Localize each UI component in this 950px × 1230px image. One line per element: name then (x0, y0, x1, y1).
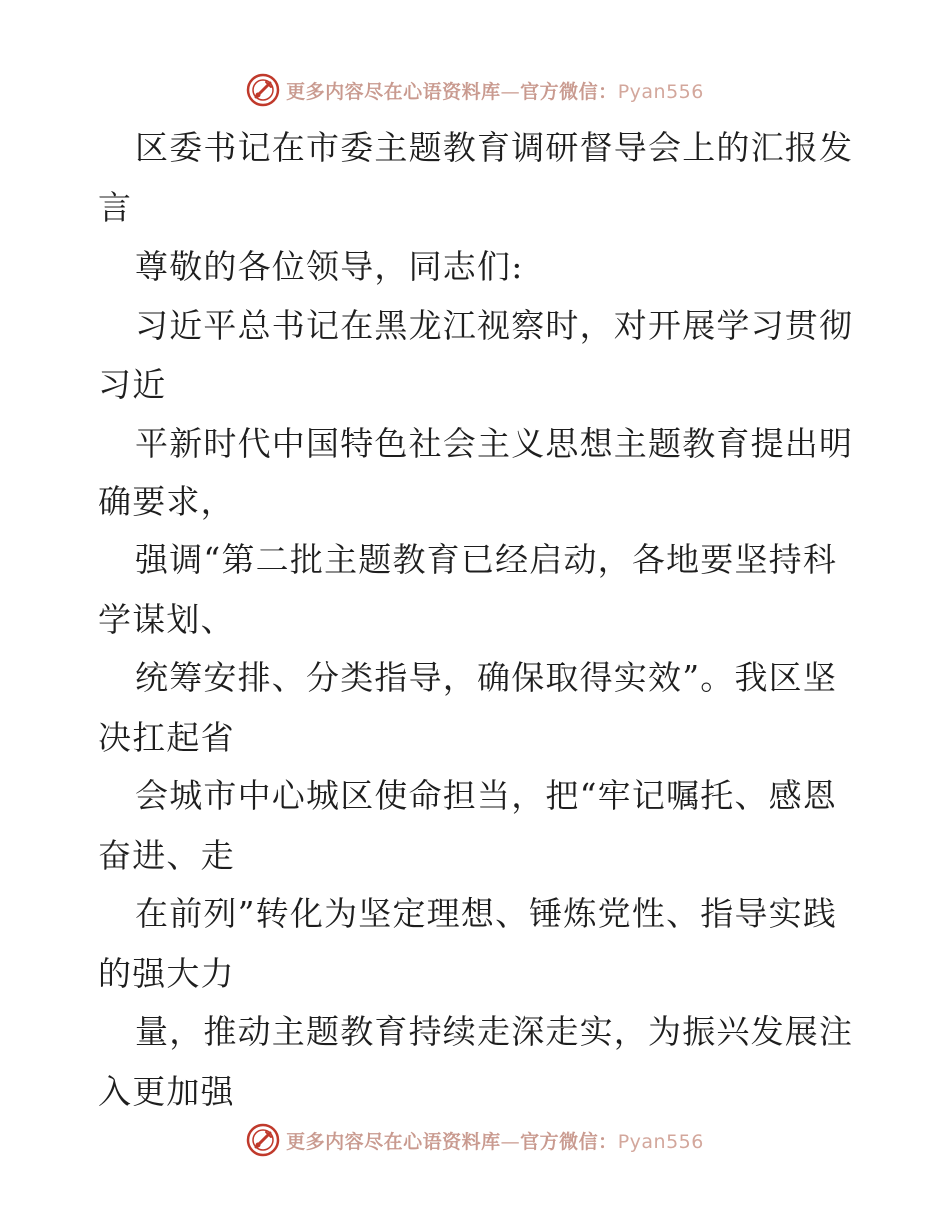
watermark-text-cn: 更多内容尽在心语资料库 (286, 80, 501, 103)
body-line: 学谋划、 (98, 600, 235, 639)
body-line: 强调“第二批主题教育已经启动，各地要坚持科 (135, 540, 838, 579)
body-line: 习近平总书记在黑龙江视察时，对开展学习贯彻 (135, 306, 854, 345)
title-line-1: 区委书记在市委主题教育调研督导会上的汇报发 (135, 128, 854, 167)
watermark-text (286, 77, 704, 104)
watermark-separator: — (500, 1130, 521, 1153)
body-line: 奋进、走 (98, 836, 235, 875)
watermark-inner (246, 1123, 704, 1157)
body-line: 量，推动主题教育持续走深走实，为振兴发展注 (135, 1012, 854, 1051)
watermark-text-cn2: 官方微信： (520, 80, 618, 103)
body-line: 入更加强 (98, 1072, 235, 1111)
watermark-account: Pyan556 (617, 80, 704, 103)
body-line: 统筹安排、分类指导，确保取得实效”。我区坚 (135, 658, 838, 697)
watermark-inner (246, 73, 704, 107)
watermark-banner-top (0, 70, 950, 110)
watermark-banner-bottom (0, 1120, 950, 1160)
watermark-account: Pyan556 (617, 1130, 704, 1153)
body-line: 在前列”转化为坚定理想、锤炼党性、指导实践 (135, 894, 838, 933)
body-line: 确要求， (98, 482, 235, 521)
seal-logo-icon (246, 73, 280, 107)
body-line: 决扛起省 (98, 718, 235, 757)
body-line: 的强大力 (98, 954, 235, 993)
body-line: 会城市中心城区使命担当，把“牢记嘱托、感恩 (135, 776, 838, 815)
watermark-separator: — (500, 80, 521, 103)
body-line: 习近 (98, 365, 167, 404)
watermark-text-cn2: 官方微信： (520, 1130, 618, 1153)
watermark-text-cn: 更多内容尽在心语资料库 (286, 1130, 501, 1153)
watermark-text (286, 1127, 704, 1154)
body-line: 平新时代中国特色社会主义思想主题教育提出明 (135, 424, 854, 463)
title-line-2: 言 (98, 188, 133, 227)
salutation: 尊敬的各位领导，同志们: (135, 247, 524, 286)
seal-logo-icon (246, 1123, 280, 1157)
